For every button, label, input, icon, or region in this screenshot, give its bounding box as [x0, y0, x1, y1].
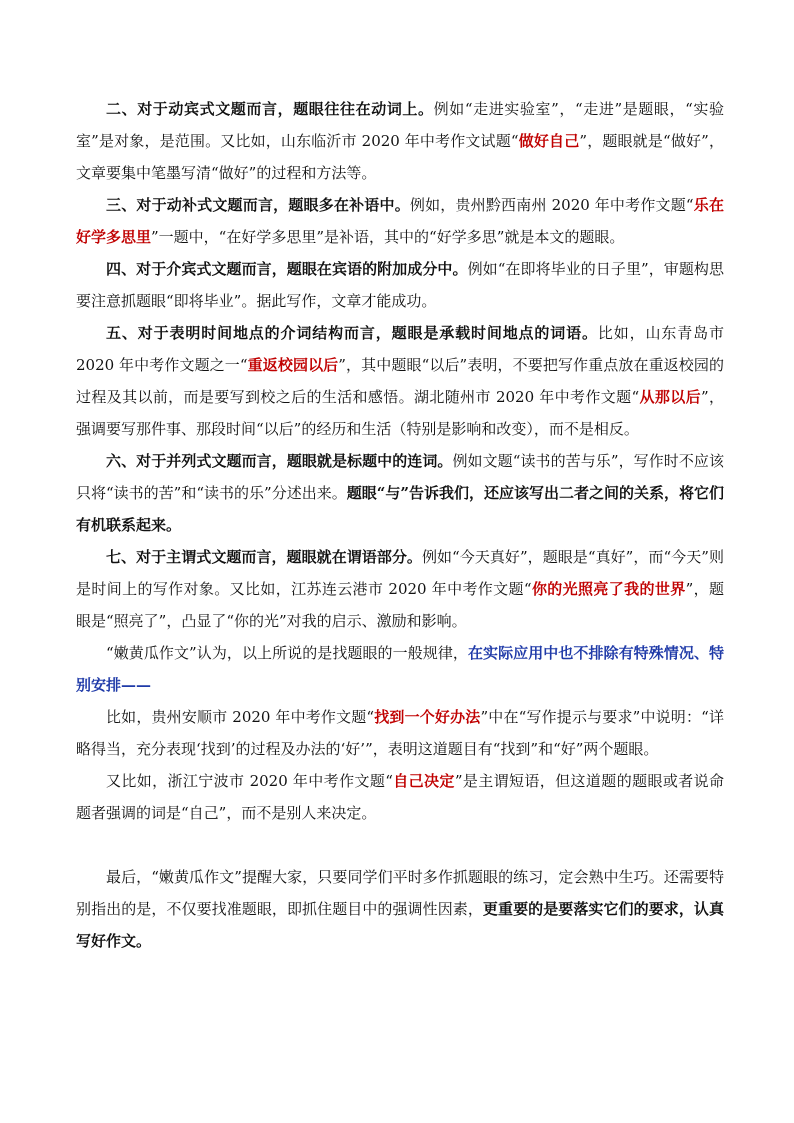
paragraph-zhuwei: [76, 541, 724, 637]
example-title: 找到一个好办法: [374, 708, 481, 726]
emphasis-run: 在实际应用中也不排除有特殊情况、特别安排——: [76, 644, 724, 694]
heading-run: 六、对于并列式文题而言，题眼就是标题中的连词。: [106, 452, 453, 470]
text-run: ”，题眼是“照亮了”，凸显了“你的光”对我的启示、激励和影响。: [76, 580, 724, 630]
paragraph-jiebin: [76, 253, 724, 317]
heading-run: 三、对于动补式文题而言，题眼多在补语中。: [106, 196, 410, 214]
text-run: 例如“今天真好”，题眼是“真好”，而“今天”则是时间上的写作对象。又比如，江苏连云港市 2020 年中考作文题“: [76, 548, 724, 598]
emphasis-run: 题眼“与”告诉我们，还应该写出二者之间的关系，将它们有机联系起来。: [76, 484, 724, 534]
text-run: 例如“在即将毕业的日子里”，审题构思要注意抓题眼“即将毕业”。据此写作，文章才能成功。: [76, 260, 724, 310]
paragraph-spacer: [76, 829, 724, 861]
example-title: 乐在好学多思里: [76, 196, 724, 246]
text-run: ”，强调要写那件事、那段时间“以后”的经历和生活（特别是影响和改变），而不是相反。: [76, 388, 724, 438]
text-run: 例如文题“读书的苦与乐”，写作时不应该只将“读书的苦”和“读书的乐”分述出来。: [76, 452, 724, 502]
example-title: 做好自己: [518, 132, 580, 150]
text-run: 又比如，浙江宁波市 2020 年中考作文题“: [106, 772, 393, 790]
text-run: 例如“走进实验室”，“走进”是题眼，“实验室”是对象，是范围。又比如，山东临沂市 2020 年中考作文试题“: [76, 100, 724, 150]
example-title: 自己决定: [392, 772, 455, 790]
paragraph-dongbin: [76, 93, 724, 189]
text-run: ”一题中，“在好学多思里”是补语，其中的“好学多思”就是本文的题眼。: [151, 228, 625, 246]
paragraph-conclusion: [76, 861, 724, 957]
text-run: ”中在“写作提示与要求”中说明：“详略得当，充分表现‘找到’的过程及办法的‘好’”，表明这道题目有“找到”和“好”两个题眼。: [76, 708, 724, 758]
text-run: ”，其中题眼“以后”表明，不要把写作重点放在重返校园的过程及其以前，而是要写到校之后的生活和感悟。湖北随州市 2020 年中考作文题“: [76, 356, 724, 406]
text-run: 比如，贵州安顺市 2020 年中考作文题“: [106, 708, 375, 726]
text-run: 比如，山东青岛市 2020 年中考作文题之一“: [76, 324, 724, 374]
text-run: 例如，贵州黔西南州 2020 年中考作文题“: [409, 196, 694, 214]
paragraph-example-anshun: [76, 701, 724, 765]
example-title: 你的光照亮了我的世界: [531, 580, 686, 598]
text-run: 最后，“嫩黄瓜作文”提醒大家，只要同学们平时多作抓题眼的练习，定会熟中生巧。还需要特别指出的是，不仅要找准题眼，即抓住题目中的强调性因素，: [76, 868, 724, 918]
paragraph-example-ningbo: [76, 765, 724, 829]
text-run: ”，题眼就是“做好”，文章要集中笔墨写清“做好”的过程和方法等。: [76, 132, 724, 182]
paragraph-general-rule: [76, 637, 724, 701]
text-run: ”是主谓短语，但这道题的题眼或者说命题者强调的词是“自己”，而不是别人来决定。: [76, 772, 724, 822]
example-title: 从那以后: [639, 388, 701, 406]
emphasis-run: 更重要的是要落实它们的要求，认真写好作文。: [76, 900, 724, 950]
paragraph-time-place: [76, 317, 724, 445]
heading-run: 七、对于主谓式文题而言，题眼就在谓语部分。: [106, 548, 422, 566]
example-title: 重返校园以后: [247, 356, 339, 374]
paragraph-binglie: [76, 445, 724, 541]
heading-run: 四、对于介宾式文题而言，题眼在宾语的附加成分中。: [106, 260, 468, 278]
paragraph-dongbu: [76, 189, 724, 253]
text-run: “嫩黄瓜作文”认为，以上所说的是找题眼的一般规律，: [106, 644, 468, 662]
heading-run: 五、对于表明时间地点的介词结构而言，题眼是承载时间地点的词语。: [106, 324, 598, 342]
document-body: [76, 93, 724, 957]
heading-run: 二、对于动宾式文题而言，题眼往往在动词上。: [106, 100, 434, 118]
